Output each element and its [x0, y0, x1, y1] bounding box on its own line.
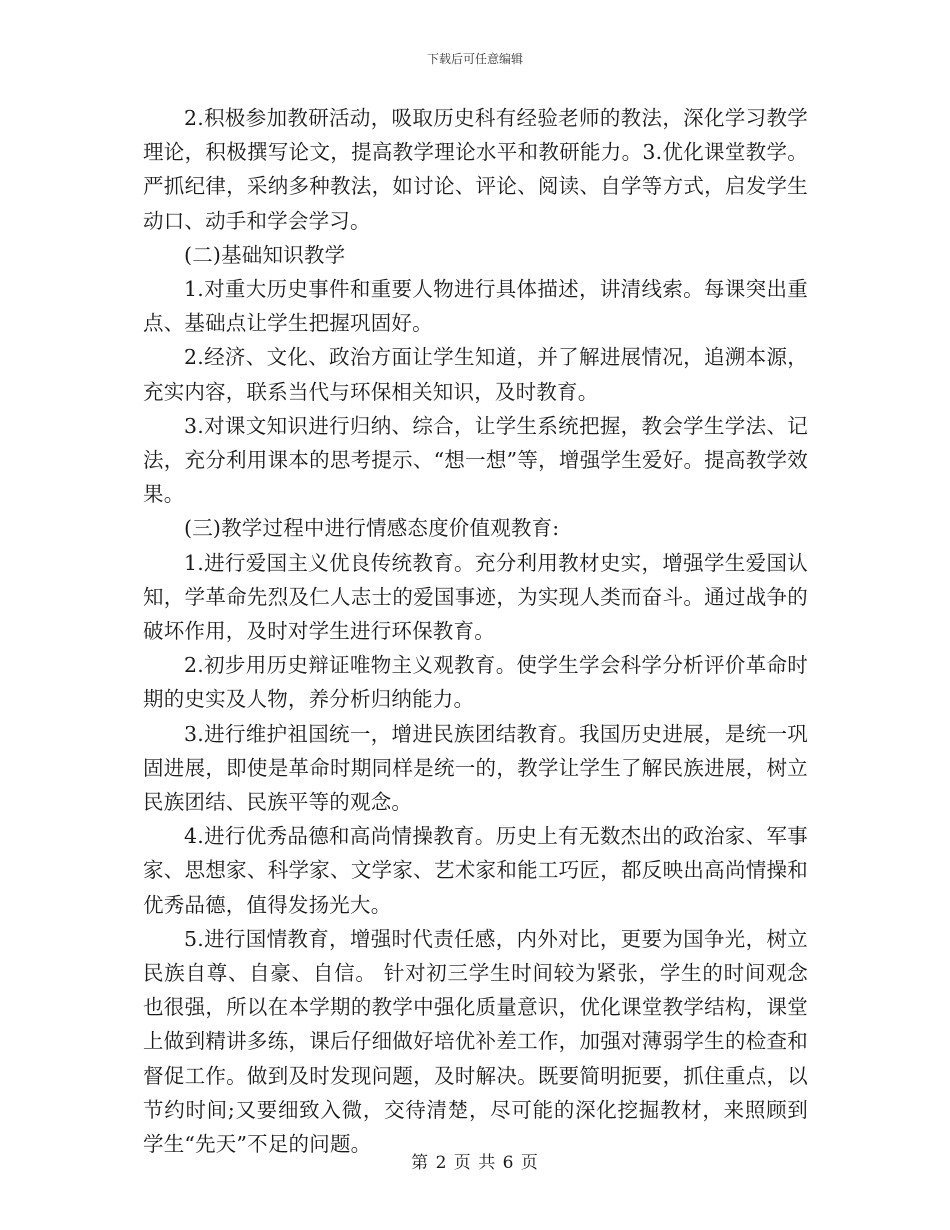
- section-heading-basic-knowledge: (二)基础知识教学: [184, 242, 346, 267]
- paragraph-teaching-research: 2.积极参加教研活动，吸取历史科有经验老师的教法，深化学习教学理论，积极撰写论文，提高教学理论水平和教研能力。3.优化课堂教学。严抓纪律，采纳多种教法，如讨论、评论、阅读、自学等方式，启发学生动口、动手和学会学习。: [143, 106, 808, 233]
- paragraph-values-5: 5.进行国情教育，增强时代责任感，内外对比，更要为国争光，树立民族自尊、自豪、自信。 针对初三学生时间较为紧张，学生的时间观念也很强，所以在本学期的教学中强化质量意识，优化课堂教学结构，课堂上做到精讲多练，课后仔细做好培优补差工作，加强对薄弱学生的检查和督促工作。做到及时发现问题，及时解决。既要简明扼要，抓住重点，以节约时间;又要细致入微，交待清楚，尽可能的深化挖掘教材，来照顾到学生“先天”不足的问题。: [143, 926, 808, 1157]
- paragraph-basic-2: 2.经济、文化、政治方面让学生知道，并了解进展情况，追溯本源，充实内容，联系当代与环保相关知识，及时教育。: [143, 345, 808, 404]
- paragraph-values-3: 3.进行维护祖国统一，增进民族团结教育。我国历史进展，是统一巩固进展，即使是革命时期同样是统一的，教学让学生了解民族进展，树立民族团结、民族平等的观念。: [143, 721, 808, 815]
- section-heading-values-education: (三)教学过程中进行情感态度价值观教育:: [184, 516, 560, 541]
- paragraph-values-1: 1.进行爱国主义优良传统教育。充分利用教材史实，增强学生爱国认知，学革命先烈及仁人志士的爱国事迹，为实现人类而奋斗。通过战争的破坏作用，及时对学生进行环保教育。: [143, 550, 808, 644]
- page-header: 下载后可任意编辑: [426, 52, 523, 66]
- paragraph-basic-1: 1.对重大历史事件和重要人物进行具体描述，讲清线索。每课突出重点、基础点让学生把握巩固好。: [143, 277, 808, 336]
- page-number-footer: 第 2 页 共 6 页: [411, 1153, 539, 1173]
- paragraph-values-4: 4.进行优秀品德和高尚情操教育。历史上有无数杰出的政治家、军事家、思想家、科学家、文学家、艺术家和能工巧匠，都反映出高尚情操和优秀品德，值得发扬光大。: [143, 824, 808, 917]
- paragraph-values-2: 2.初步用历史辩证唯物主义观教育。使学生学会科学分析评价革命时期的史实及人物，养分析归纳能力。: [143, 653, 808, 712]
- paragraph-basic-3: 3.对课文知识进行归纳、综合，让学生系统把握，教会学生学法、记法，充分利用课本的思考提示、“想一想”等，增强学生爱好。提高教学效果。: [143, 413, 808, 507]
- document-body: [143, 101, 808, 1161]
